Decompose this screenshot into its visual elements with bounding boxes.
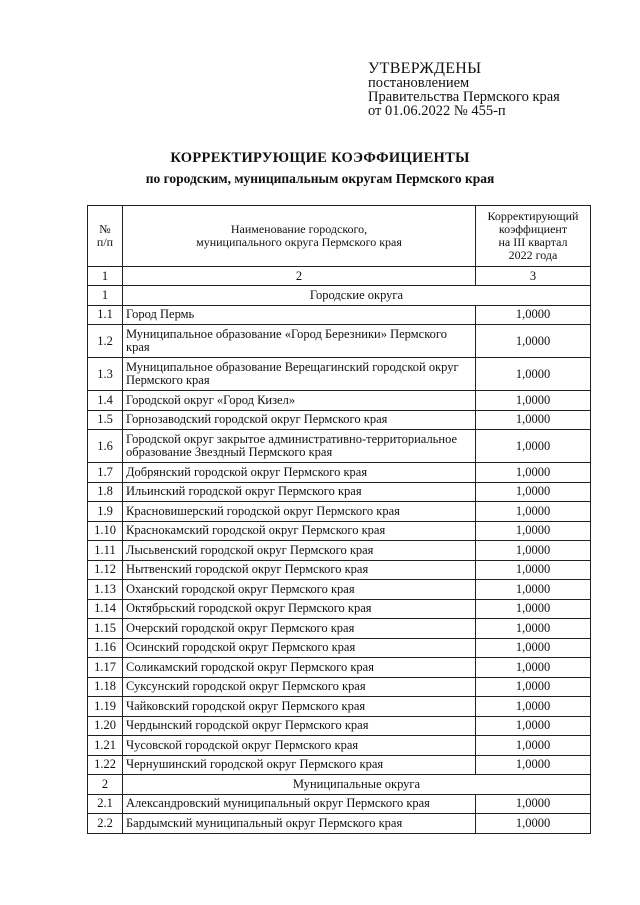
table-row xyxy=(88,638,591,658)
group-title: Муниципальные округа xyxy=(123,775,591,795)
row-number: 1.19 xyxy=(88,697,123,717)
district-name: Суксунский городской округ Пермского края xyxy=(123,677,476,697)
coefficient-value: 1,0000 xyxy=(476,658,591,678)
coefficient-value: 1,0000 xyxy=(476,619,591,639)
row-number: 1.21 xyxy=(88,736,123,756)
table-body xyxy=(88,286,591,834)
coefficient-value: 1,0000 xyxy=(476,716,591,736)
table-header-row xyxy=(88,206,591,267)
district-name: Город Пермь xyxy=(123,305,476,325)
row-number: 1.20 xyxy=(88,716,123,736)
district-name: Горнозаводский городской округ Пермского края xyxy=(123,410,476,430)
district-name: Городской округ закрытое административно-территориальное образование Звездный Пермского края xyxy=(123,430,476,463)
coefficient-value: 1,0000 xyxy=(476,677,591,697)
row-number: 1.1 xyxy=(88,305,123,325)
district-name: Бардымский муниципальный округ Пермского края xyxy=(123,814,476,834)
document-title: КОРРЕКТИРУЮЩИЕ КОЭФФИЦИЕНТЫ xyxy=(170,150,470,166)
row-number: 1.13 xyxy=(88,580,123,600)
district-name: Нытвенский городской округ Пермского края xyxy=(123,560,476,580)
row-number: 1.7 xyxy=(88,463,123,483)
table-row xyxy=(88,463,591,483)
row-number: 1.5 xyxy=(88,410,123,430)
column-number-row xyxy=(88,267,591,286)
table-row xyxy=(88,482,591,502)
table-row xyxy=(88,619,591,639)
coefficient-value: 1,0000 xyxy=(476,391,591,411)
district-name: Красновишерский городской округ Пермского края xyxy=(123,502,476,522)
approval-line-3: Правительства Пермского края xyxy=(368,89,560,105)
coefficient-value: 1,0000 xyxy=(476,697,591,717)
coefficient-value: 1,0000 xyxy=(476,794,591,814)
column-number: 3 xyxy=(476,267,591,286)
table-row xyxy=(88,599,591,619)
coefficient-value: 1,0000 xyxy=(476,638,591,658)
coefficient-value: 1,0000 xyxy=(476,521,591,541)
column-number: 1 xyxy=(88,267,123,286)
district-name: Городской округ «Город Кизел» xyxy=(123,391,476,411)
table-row xyxy=(88,305,591,325)
coefficient-value: 1,0000 xyxy=(476,410,591,430)
document-subtitle: по городским, муниципальным округам Пермского края xyxy=(145,171,495,186)
district-name: Оханский городской округ Пермского края xyxy=(123,580,476,600)
group-row xyxy=(88,286,591,306)
row-number: 2.1 xyxy=(88,794,123,814)
row-number: 1.15 xyxy=(88,619,123,639)
approval-line-2: постановлением xyxy=(368,75,470,91)
approval-heading: УТВЕРЖДЕНЫ xyxy=(368,60,482,77)
row-number: 1.10 xyxy=(88,521,123,541)
district-name: Александровский муниципальный округ Пермского края xyxy=(123,794,476,814)
row-number: 1.17 xyxy=(88,658,123,678)
table-row xyxy=(88,736,591,756)
row-number: 2.2 xyxy=(88,814,123,834)
row-number: 1.3 xyxy=(88,358,123,391)
district-name: Соликамский городской округ Пермского края xyxy=(123,658,476,678)
table-row xyxy=(88,430,591,463)
header-num: № п/п xyxy=(88,206,123,267)
row-number: 1.9 xyxy=(88,502,123,522)
district-name: Осинский городской округ Пермского края xyxy=(123,638,476,658)
table-row xyxy=(88,658,591,678)
approval-line-4: от 01.06.2022 № 455-п xyxy=(368,103,506,119)
coefficient-value: 1,0000 xyxy=(476,541,591,561)
table-row xyxy=(88,541,591,561)
coefficients-table xyxy=(87,205,591,834)
table-row xyxy=(88,677,591,697)
table-row xyxy=(88,755,591,775)
table-row xyxy=(88,502,591,522)
district-name: Чердынский городской округ Пермского края xyxy=(123,716,476,736)
table-row xyxy=(88,560,591,580)
row-number: 1.4 xyxy=(88,391,123,411)
table-row xyxy=(88,716,591,736)
table-row xyxy=(88,391,591,411)
district-name: Чайковский городской округ Пермского края xyxy=(123,697,476,717)
coefficient-value: 1,0000 xyxy=(476,502,591,522)
row-number: 1.8 xyxy=(88,482,123,502)
coefficient-value: 1,0000 xyxy=(476,305,591,325)
column-number: 2 xyxy=(123,267,476,286)
row-number: 1.14 xyxy=(88,599,123,619)
approval-block xyxy=(368,62,618,118)
table-row xyxy=(88,814,591,834)
district-name: Краснокамский городской округ Пермского края xyxy=(123,521,476,541)
table-row xyxy=(88,358,591,391)
row-number: 1.6 xyxy=(88,430,123,463)
coefficient-value: 1,0000 xyxy=(476,560,591,580)
district-name: Чусовской городской округ Пермского края xyxy=(123,736,476,756)
coefficient-value: 1,0000 xyxy=(476,755,591,775)
row-number: 1.11 xyxy=(88,541,123,561)
group-row xyxy=(88,775,591,795)
group-number: 2 xyxy=(88,775,123,795)
coefficient-value: 1,0000 xyxy=(476,463,591,483)
table-row xyxy=(88,521,591,541)
coefficient-value: 1,0000 xyxy=(476,736,591,756)
coefficient-value: 1,0000 xyxy=(476,325,591,358)
row-number: 1.18 xyxy=(88,677,123,697)
district-name: Муниципальное образование «Город Березники» Пермского края xyxy=(123,325,476,358)
group-number: 1 xyxy=(88,286,123,306)
coefficient-value: 1,0000 xyxy=(476,814,591,834)
row-number: 1.2 xyxy=(88,325,123,358)
coefficient-value: 1,0000 xyxy=(476,580,591,600)
table-row xyxy=(88,410,591,430)
coefficient-value: 1,0000 xyxy=(476,599,591,619)
district-name: Октябрьский городской округ Пермского края xyxy=(123,599,476,619)
district-name: Очерский городской округ Пермского края xyxy=(123,619,476,639)
coefficient-value: 1,0000 xyxy=(476,358,591,391)
table-row xyxy=(88,697,591,717)
district-name: Лысьвенский городской округ Пермского края xyxy=(123,541,476,561)
row-number: 1.16 xyxy=(88,638,123,658)
row-number: 1.12 xyxy=(88,560,123,580)
table-row xyxy=(88,794,591,814)
header-name: Наименование городского, муниципального округа Пермского края xyxy=(123,206,476,267)
district-name: Чернушинский городской округ Пермского края xyxy=(123,755,476,775)
coefficient-value: 1,0000 xyxy=(476,482,591,502)
group-title: Городские округа xyxy=(123,286,591,306)
header-coef: Корректирующий коэффициент на III квартал 2022 года xyxy=(476,206,591,267)
table-row xyxy=(88,580,591,600)
district-name: Муниципальное образование Верещагинский городской округ Пермского края xyxy=(123,358,476,391)
district-name: Ильинский городской округ Пермского края xyxy=(123,482,476,502)
row-number: 1.22 xyxy=(88,755,123,775)
table-row xyxy=(88,325,591,358)
district-name: Добрянский городской округ Пермского края xyxy=(123,463,476,483)
coefficient-value: 1,0000 xyxy=(476,430,591,463)
